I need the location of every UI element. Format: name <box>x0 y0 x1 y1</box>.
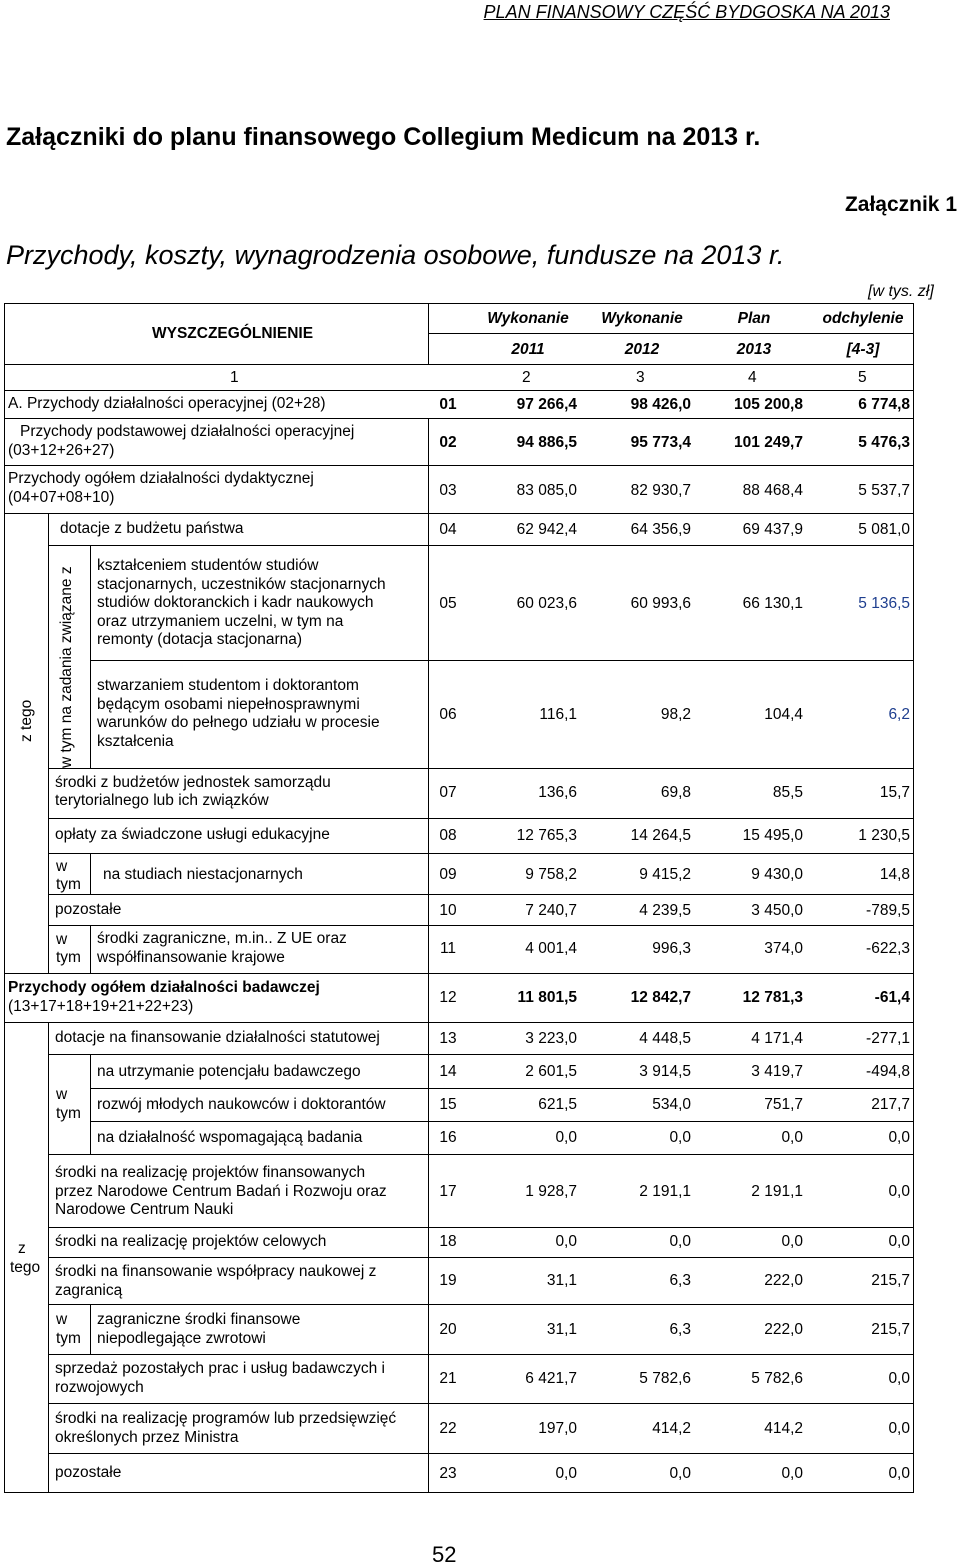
value-deviation: 0,0 <box>888 1183 910 1200</box>
grid-line <box>4 303 5 1492</box>
value-2012: 0,0 <box>669 1129 691 1146</box>
value-deviation: 0,0 <box>888 1465 910 1482</box>
row-label-formula: (04+07+08+10) <box>8 489 115 506</box>
row-code: 02 <box>439 434 457 451</box>
value-2011: 136,6 <box>538 784 577 801</box>
value-deviation: 5 537,7 <box>858 482 910 499</box>
value-deviation: 5 081,0 <box>858 521 910 538</box>
value-2013: 5 782,6 <box>751 1370 803 1387</box>
row-code: 12 <box>439 989 457 1006</box>
grid-line <box>48 1257 914 1258</box>
row-label: pozostałe <box>55 901 122 918</box>
col-index: 5 <box>858 369 867 386</box>
grid-line <box>913 303 914 1492</box>
page-title: Załączniki do planu finansowego Collegium Medicum na 2013 r. <box>6 123 761 151</box>
row-code: 11 <box>439 940 457 957</box>
grid-line <box>48 545 914 546</box>
value-2012: 98,2 <box>660 706 691 723</box>
row-label: przez Narodowe Centrum Badań i Rozwoju oraz <box>55 1183 387 1200</box>
grid-line <box>4 303 914 304</box>
col-index: 3 <box>636 369 645 386</box>
value-2011: 62 942,4 <box>516 521 577 538</box>
side-label-tym: tym <box>56 1330 81 1347</box>
value-2013: 105 200,8 <box>734 396 803 413</box>
side-label-w: w <box>56 1086 68 1103</box>
row-label: niepodlegające zwrotowi <box>97 1330 266 1347</box>
value-2011: 621,5 <box>538 1096 577 1113</box>
grid-line <box>4 390 914 391</box>
side-label-w-tym-zadania: w tym na zadania związane z <box>58 566 75 768</box>
value-2013: 0,0 <box>781 1465 803 1482</box>
annex-label: Załącznik 1 <box>844 193 957 216</box>
value-2012: 95 773,4 <box>630 434 691 451</box>
row-label: współfinansowanie krajowe <box>97 949 285 966</box>
row-code: 04 <box>439 521 457 538</box>
row-label: rozwojowych <box>55 1379 144 1396</box>
row-code: 14 <box>439 1063 457 1080</box>
row-code: 19 <box>439 1272 457 1289</box>
row-code: 08 <box>439 827 457 844</box>
grid-line <box>90 1088 914 1089</box>
col-header-2011: Wykonanie <box>487 310 569 327</box>
value-2012: 5 782,6 <box>639 1370 691 1387</box>
row-label: opłaty za świadczone usługi edukacyjne <box>55 826 330 843</box>
row-label: A. Przychody działalności operacyjnej (02+28) <box>8 395 326 412</box>
value-2012: 14 264,5 <box>630 827 691 844</box>
side-label-tym: tym <box>56 1105 81 1122</box>
row-label: stacjonarnych, uczestników stacjonarnych <box>97 576 386 593</box>
grid-line <box>4 973 914 974</box>
col-index: 2 <box>522 369 531 386</box>
row-label: sprzedaż pozostałych prac i usług badawczych i <box>55 1360 385 1377</box>
value-deviation: -277,1 <box>866 1030 910 1047</box>
value-deviation: 0,0 <box>888 1233 910 1250</box>
value-deviation: -61,4 <box>874 989 910 1006</box>
row-code: 18 <box>439 1233 457 1250</box>
value-deviation: -494,8 <box>866 1063 910 1080</box>
grid-line <box>90 1304 91 1354</box>
value-2012: 60 993,6 <box>630 595 691 612</box>
value-deviation: 6 774,8 <box>858 396 910 413</box>
value-deviation: 0,0 <box>888 1420 910 1437</box>
row-code: 20 <box>439 1321 457 1338</box>
value-deviation: -622,3 <box>866 940 910 957</box>
value-deviation: 215,7 <box>871 1321 910 1338</box>
row-label: Narodowe Centrum Nauki <box>55 1201 234 1218</box>
value-2013: 104,4 <box>764 706 803 723</box>
row-label: stwarzaniem studentom i doktorantom <box>97 677 359 694</box>
grid-line <box>4 513 914 514</box>
value-2011: 9 758,2 <box>525 866 577 883</box>
row-label: Przychody ogółem działalności badawczej <box>8 979 320 996</box>
col-header-plan: Plan <box>737 310 771 327</box>
value-2011: 12 765,3 <box>516 827 577 844</box>
value-2012: 6,3 <box>669 1321 691 1338</box>
value-deviation: 0,0 <box>888 1129 910 1146</box>
row-code: 01 <box>439 396 457 413</box>
grid-line <box>4 1022 914 1023</box>
row-label: środki z budżetów jednostek samorządu <box>55 774 331 791</box>
value-2011: 0,0 <box>555 1129 577 1146</box>
value-2012: 534,0 <box>652 1096 691 1113</box>
row-label: środki na realizację projektów finansowanych <box>55 1164 366 1181</box>
col-header-2011-year: 2011 <box>511 341 545 358</box>
value-2012: 0,0 <box>669 1233 691 1250</box>
value-2013: 0,0 <box>781 1233 803 1250</box>
value-2012: 996,3 <box>652 940 691 957</box>
row-code: 06 <box>439 706 457 723</box>
value-2011: 2 601,5 <box>525 1063 577 1080</box>
value-2011: 60 023,6 <box>516 595 577 612</box>
value-2012: 69,8 <box>660 784 691 801</box>
row-label: terytorialnego lub ich związków <box>55 792 269 809</box>
value-2013: 3 419,7 <box>751 1063 803 1080</box>
unit-label: [w tys. zł] <box>868 283 934 300</box>
value-2012: 12 842,7 <box>630 989 691 1006</box>
row-label: będącym osobami niepełnosprawnymi <box>97 696 360 713</box>
value-2011: 3 223,0 <box>525 1030 577 1047</box>
row-label: środki zagraniczne, m.in.. Z UE oraz <box>97 930 347 947</box>
value-deviation: -789,5 <box>866 902 910 919</box>
grid-line <box>4 465 914 466</box>
side-label-w: w <box>56 931 68 948</box>
grid-line <box>48 894 914 895</box>
row-code: 13 <box>439 1030 457 1047</box>
row-label: określonych przez Ministra <box>55 1429 239 1446</box>
value-deviation: 215,7 <box>871 1272 910 1289</box>
grid-line <box>48 1354 914 1355</box>
grid-line <box>90 660 914 661</box>
grid-line <box>48 513 49 973</box>
section-title: Przychody, koszty, wynagrodzenia osobowe, fundusze na 2013 r. <box>6 240 785 270</box>
value-2013: 2 191,1 <box>751 1183 803 1200</box>
value-2011: 1 928,7 <box>525 1183 577 1200</box>
value-2013: 222,0 <box>764 1321 803 1338</box>
grid-line <box>90 1054 91 1154</box>
value-2013: 12 781,3 <box>742 989 803 1006</box>
value-2013: 3 450,0 <box>751 902 803 919</box>
grid-line <box>48 1154 914 1155</box>
value-2012: 6,3 <box>669 1272 691 1289</box>
value-2013: 751,7 <box>764 1096 803 1113</box>
col-header-2012-year: 2012 <box>624 341 660 358</box>
row-label: środki na realizację programów lub przedsięwzięć <box>55 1410 397 1427</box>
grid-line <box>48 818 914 819</box>
running-header: PLAN FINANSOWY CZĘŚĆ BYDGOSKA NA 2013 <box>483 2 890 22</box>
value-2011: 94 886,5 <box>516 434 577 451</box>
row-label-formula: (03+12+26+27) <box>8 442 115 459</box>
grid-line <box>90 853 91 894</box>
value-2013: 414,2 <box>764 1420 803 1437</box>
row-label-formula: (13+17+18+19+21+22+23) <box>8 998 194 1015</box>
col-header-2012: Wykonanie <box>601 310 683 327</box>
grid-line <box>4 1492 914 1493</box>
value-deviation: 1 230,5 <box>858 827 910 844</box>
row-code: 23 <box>439 1465 457 1482</box>
col-header-deviation-formula: [4-3] <box>846 341 880 358</box>
side-label-tego: tego <box>10 1259 41 1276</box>
value-2012: 414,2 <box>652 1420 691 1437</box>
row-label: zagraniczne środki finansowe <box>97 1311 301 1328</box>
grid-line <box>48 1304 914 1305</box>
value-2013: 69 437,9 <box>742 521 803 538</box>
value-2013: 222,0 <box>764 1272 803 1289</box>
row-label: na utrzymanie potencjału badawczego <box>97 1063 361 1080</box>
row-label: pozostałe <box>55 1464 122 1481</box>
row-code: 22 <box>439 1420 457 1437</box>
page-number: 52 <box>432 1542 457 1567</box>
grid-line <box>48 925 914 926</box>
value-deviation: 14,8 <box>879 866 910 883</box>
value-2013: 374,0 <box>764 940 803 957</box>
value-2013: 0,0 <box>781 1129 803 1146</box>
side-label-z-tego: z tego <box>18 699 35 742</box>
value-2012: 64 356,9 <box>630 521 691 538</box>
col-index: 4 <box>748 369 757 386</box>
grid-line <box>48 768 914 769</box>
value-2011: 6 421,7 <box>525 1370 577 1387</box>
row-label: rozwój młodych naukowców i doktorantów <box>97 1096 386 1113</box>
value-deviation: 217,7 <box>871 1096 910 1113</box>
row-code: 16 <box>439 1129 457 1146</box>
value-deviation: 6,2 <box>888 706 910 723</box>
grid-line <box>428 303 429 364</box>
col-header-deviation: odchylenie <box>822 310 904 327</box>
grid-line <box>4 364 914 365</box>
value-2012: 3 914,5 <box>639 1063 691 1080</box>
row-label: kształceniem studentów studiów <box>97 557 319 574</box>
row-label: dotacje na finansowanie działalności statutowej <box>55 1029 380 1046</box>
side-label-w: w <box>56 858 68 875</box>
value-2011: 7 240,7 <box>525 902 577 919</box>
value-deviation: 15,7 <box>879 784 910 801</box>
row-label: remonty (dotacja stacjonarna) <box>97 631 303 648</box>
value-2011: 11 801,5 <box>517 989 577 1006</box>
grid-line <box>428 333 914 334</box>
grid-line <box>90 545 91 768</box>
row-label: studiów doktoranckich i kadr naukowych <box>97 594 374 611</box>
grid-line <box>48 1227 914 1228</box>
value-2012: 2 191,1 <box>639 1183 691 1200</box>
row-label: środki na finansowanie współpracy naukowej z <box>55 1263 377 1280</box>
grid-line <box>90 1121 914 1122</box>
value-2012: 82 930,7 <box>630 482 691 499</box>
grid-line <box>48 1403 914 1404</box>
row-label: zagranicą <box>55 1282 123 1299</box>
row-code: 15 <box>439 1096 457 1113</box>
row-label: warunków do pełnego udziału w procesie <box>97 714 380 731</box>
row-code: 07 <box>439 784 457 801</box>
value-deviation: 0,0 <box>888 1370 910 1387</box>
side-label-tym: tym <box>56 949 81 966</box>
grid-line <box>48 1054 914 1055</box>
row-label: dotacje z budżetu państwa <box>60 520 244 537</box>
grid-line <box>48 1453 914 1454</box>
value-2011: 197,0 <box>538 1420 577 1437</box>
col-index: 1 <box>230 369 239 386</box>
grid-line <box>48 1022 49 1492</box>
side-label-tym: tym <box>56 876 81 893</box>
value-2012: 9 415,2 <box>639 866 691 883</box>
value-2011: 31,1 <box>546 1272 577 1289</box>
row-label: kształcenia <box>97 733 174 750</box>
value-2011: 0,0 <box>555 1465 577 1482</box>
value-2012: 0,0 <box>669 1465 691 1482</box>
value-2013: 101 249,7 <box>734 434 803 451</box>
row-code: 10 <box>439 902 457 919</box>
row-label: na działalność wspomagającą badania <box>97 1129 363 1146</box>
value-2012: 4 239,5 <box>639 902 691 919</box>
grid-line <box>4 418 914 419</box>
value-2013: 88 468,4 <box>742 482 803 499</box>
row-code: 09 <box>439 866 457 883</box>
value-2011: 116,1 <box>539 706 577 723</box>
side-label-w: w <box>56 1311 68 1328</box>
value-2013: 15 495,0 <box>742 827 803 844</box>
value-deviation: 5 136,5 <box>858 595 910 612</box>
value-2013: 85,5 <box>772 784 803 801</box>
value-2011: 0,0 <box>555 1233 577 1250</box>
value-2013: 9 430,0 <box>751 866 803 883</box>
value-2012: 98 426,0 <box>630 396 691 413</box>
row-code: 05 <box>439 595 457 612</box>
value-2013: 66 130,1 <box>742 595 803 612</box>
col-header-plan-year: 2013 <box>736 341 772 358</box>
value-2012: 4 448,5 <box>639 1030 691 1047</box>
side-label-z: z <box>18 1240 26 1257</box>
row-code: 17 <box>439 1183 457 1200</box>
value-2011: 83 085,0 <box>516 482 577 499</box>
value-deviation: 5 476,3 <box>858 434 910 451</box>
grid-line <box>48 853 914 854</box>
row-code: 03 <box>439 482 457 499</box>
grid-line <box>90 925 91 973</box>
value-2011: 31,1 <box>546 1321 577 1338</box>
row-code: 21 <box>439 1370 457 1387</box>
value-2011: 97 266,4 <box>516 396 577 413</box>
row-label: Przychody podstawowej działalności operacyjnej <box>20 423 355 440</box>
row-label: Przychody ogółem działalności dydaktycznej <box>8 470 314 487</box>
row-label: środki na realizację projektów celowych <box>55 1233 327 1250</box>
col-header-description: WYSZCZEGÓLNIENIE <box>152 325 314 342</box>
row-label: na studiach niestacjonarnych <box>103 866 303 883</box>
value-2011: 4 001,4 <box>525 940 577 957</box>
value-2013: 4 171,4 <box>751 1030 803 1047</box>
row-label: oraz utrzymaniem uczelni, w tym na <box>97 613 344 630</box>
